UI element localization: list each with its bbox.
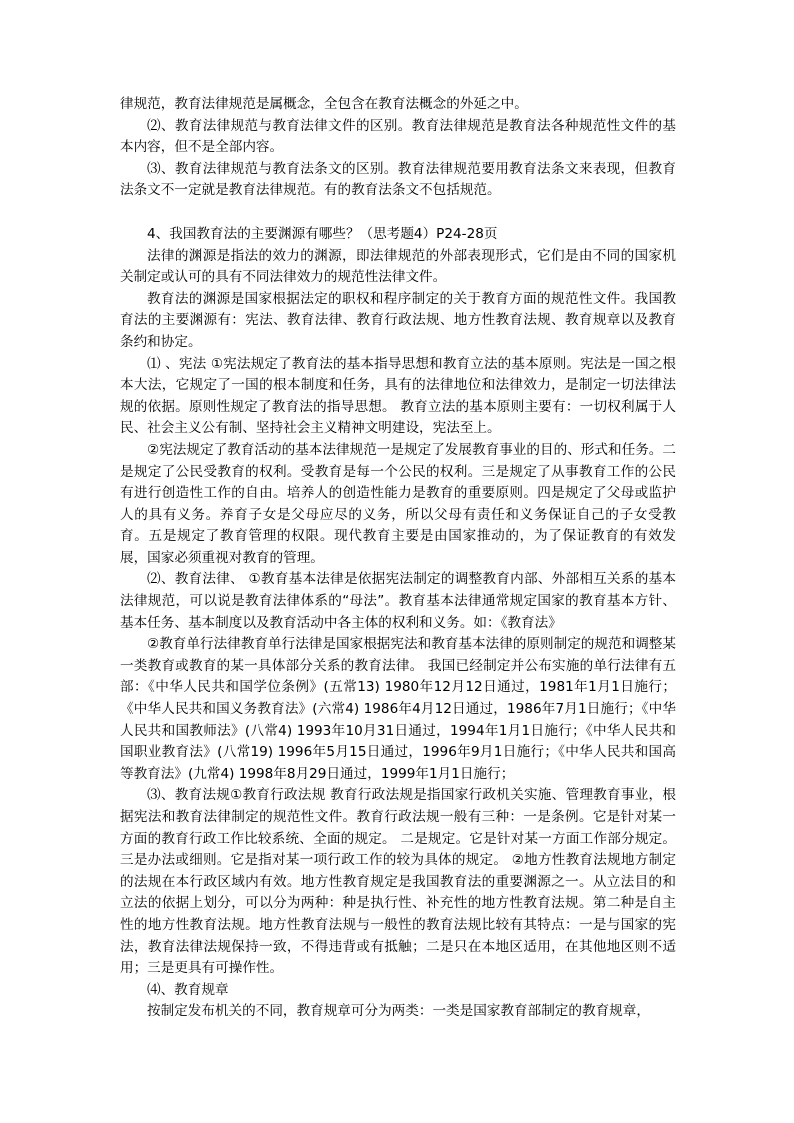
paragraph-education-rules: 按制定发布机关的不同，教育规章可分为两类：一类是国家教育部制定的教育规章， — [147, 1003, 650, 1020]
paragraph-education-basic-law: ⑵、教育法律、 ①教育基本法律是依据宪法制定的调整教育内部、外部相互关系的基本法律规范，可以说是教育法律体系的“母法”。教育基本法律通常规定国家的教育基本方针、基本任务、基本制度以及教育活动中各主体的权利和义务。如：《教育法》 — [120, 571, 676, 631]
paragraph-education-rules-heading: ⑷、教育规章 — [147, 981, 229, 998]
paragraph-education-law-sources: 教育法的渊源是国家根据法定的职权和程序制定的关于教育方面的规范性文件。我国教育法的主要渊源有：宪法、教育法律、教育行政法规、地方性教育法规、教育规章以及教育条约和协定。 — [120, 290, 676, 350]
paragraph-education-regulations: ⑶、教育法规①教育行政法规 教育行政法规是指国家行政机关实施、管理教育事业，根据宪法和教育法律制定的规范性文件。教育行政法规一般有三种：一是条例。它是针对某一方面的教育行政工作比较系统、全面的规定。 二是规定。它是针对某一方面工作部分规定。三是办法或细则。它是指对某一项行政工作的较为具体的规定。 ②地方性教育法规地方制定的法规在本行政区域内有效。地方性教育规定是我国教育法的重要渊源之一。从立法目的和立法的依据上划分，可以分为两种：种是执行性、补充性的地方性教育法规。第二种是自主性的地方性教育法规。地方性教育法规与一般性的教育法规比较有其特点：一是与国家的宪法，教育法律法规保持一致，不得违背或有抵触；二是只在本地区适用，在其他地区则不适用；三是更具有可操作性。 — [120, 787, 676, 977]
paragraph-constitution: ⑴ 、宪法 ①宪法规定了教育法的基本指导思想和教育立法的基本原则。宪法是一国之根本大法，它规定了一国的根本制度和任务，具有的法律地位和法律效力，是制定一切法律法规的依据。原则性规定了教育法的指导思想。 教育立法的基本原则主要有：一切权利属于人民、社会主义公有制、坚持社会主义精神文明建设，宪法至上。 — [120, 355, 676, 437]
paragraph-continuation: 律规范，教育法律规范是属概念，全包含在教育法概念的外延之中。 — [120, 96, 528, 112]
document-body — [120, 94, 676, 1023]
paragraph-law-source-definition: 法律的渊源是指法的效力的渊源，即法律规范的外部表现形式，它们是由不同的国家机关制定或认可的具有不同法律效力的规范性法律文件。 — [120, 247, 676, 286]
paragraph-spacer — [120, 202, 676, 224]
paragraph-point-2: ⑵、教育法律规范与教育法律文件的区别。教育法律规范是教育法各种规范性文件的基本内容，但不是全部内容。 — [120, 117, 676, 156]
paragraph-point-3: ⑶、教育法律规范与教育法条文的区别。教育法律规范要用教育法条文来表现，但教育法条文不一定就是教育法律规范。有的教育法条文不包括规范。 — [120, 160, 676, 199]
paragraph-single-laws: ②教育单行法律教育单行法律是国家根据宪法和教育基本法律的原则制定的规范和调整某一类教育或教育的某一具体部分关系的教育法律。 我国已经制定并公布实施的单行法律有五部：《中华人民共和国学位条例》(五常13) 1980年12月12日通过，1981年1月1日施行；《中华人民共和国义务教育法》(六常4) 1986年4月12日通过，1986年7月1日施行；《中华人民共和国教师法》(八常4) 1993年10月31日通过，1994年1月1日施行；《中华人民共和国职业教育法》(八常19) 1996年5月15日通过，1996年9月1日施行；《中华人民共和国高等教育法》(九常4) 1998年8月29日通过，1999年1月1日施行； — [120, 636, 676, 782]
paragraph-constitution-norms: ②宪法规定了教育活动的基本法律规范一是规定了发展教育事业的目的、形式和任务。二是规定了公民受教育的权利。受教育是每一个公民的权利。三是规定了从事教育工作的公民有进行创造性工作的自由。培养人的创造性能力是教育的重要原则。四是规定了父母或监护人的具有义务。养育子女是父母应尽的义务，所以父母有责任和义务保证自己的子女受教育。五是规定了教育管理的权限。现代教育主要是由国家推动的，为了保证教育的有效发展，国家必须重视对教育的管理。 — [120, 441, 676, 566]
question-heading: 4、我国教育法的主要渊源有哪些？（思考题4）P24-28页 — [147, 225, 498, 242]
